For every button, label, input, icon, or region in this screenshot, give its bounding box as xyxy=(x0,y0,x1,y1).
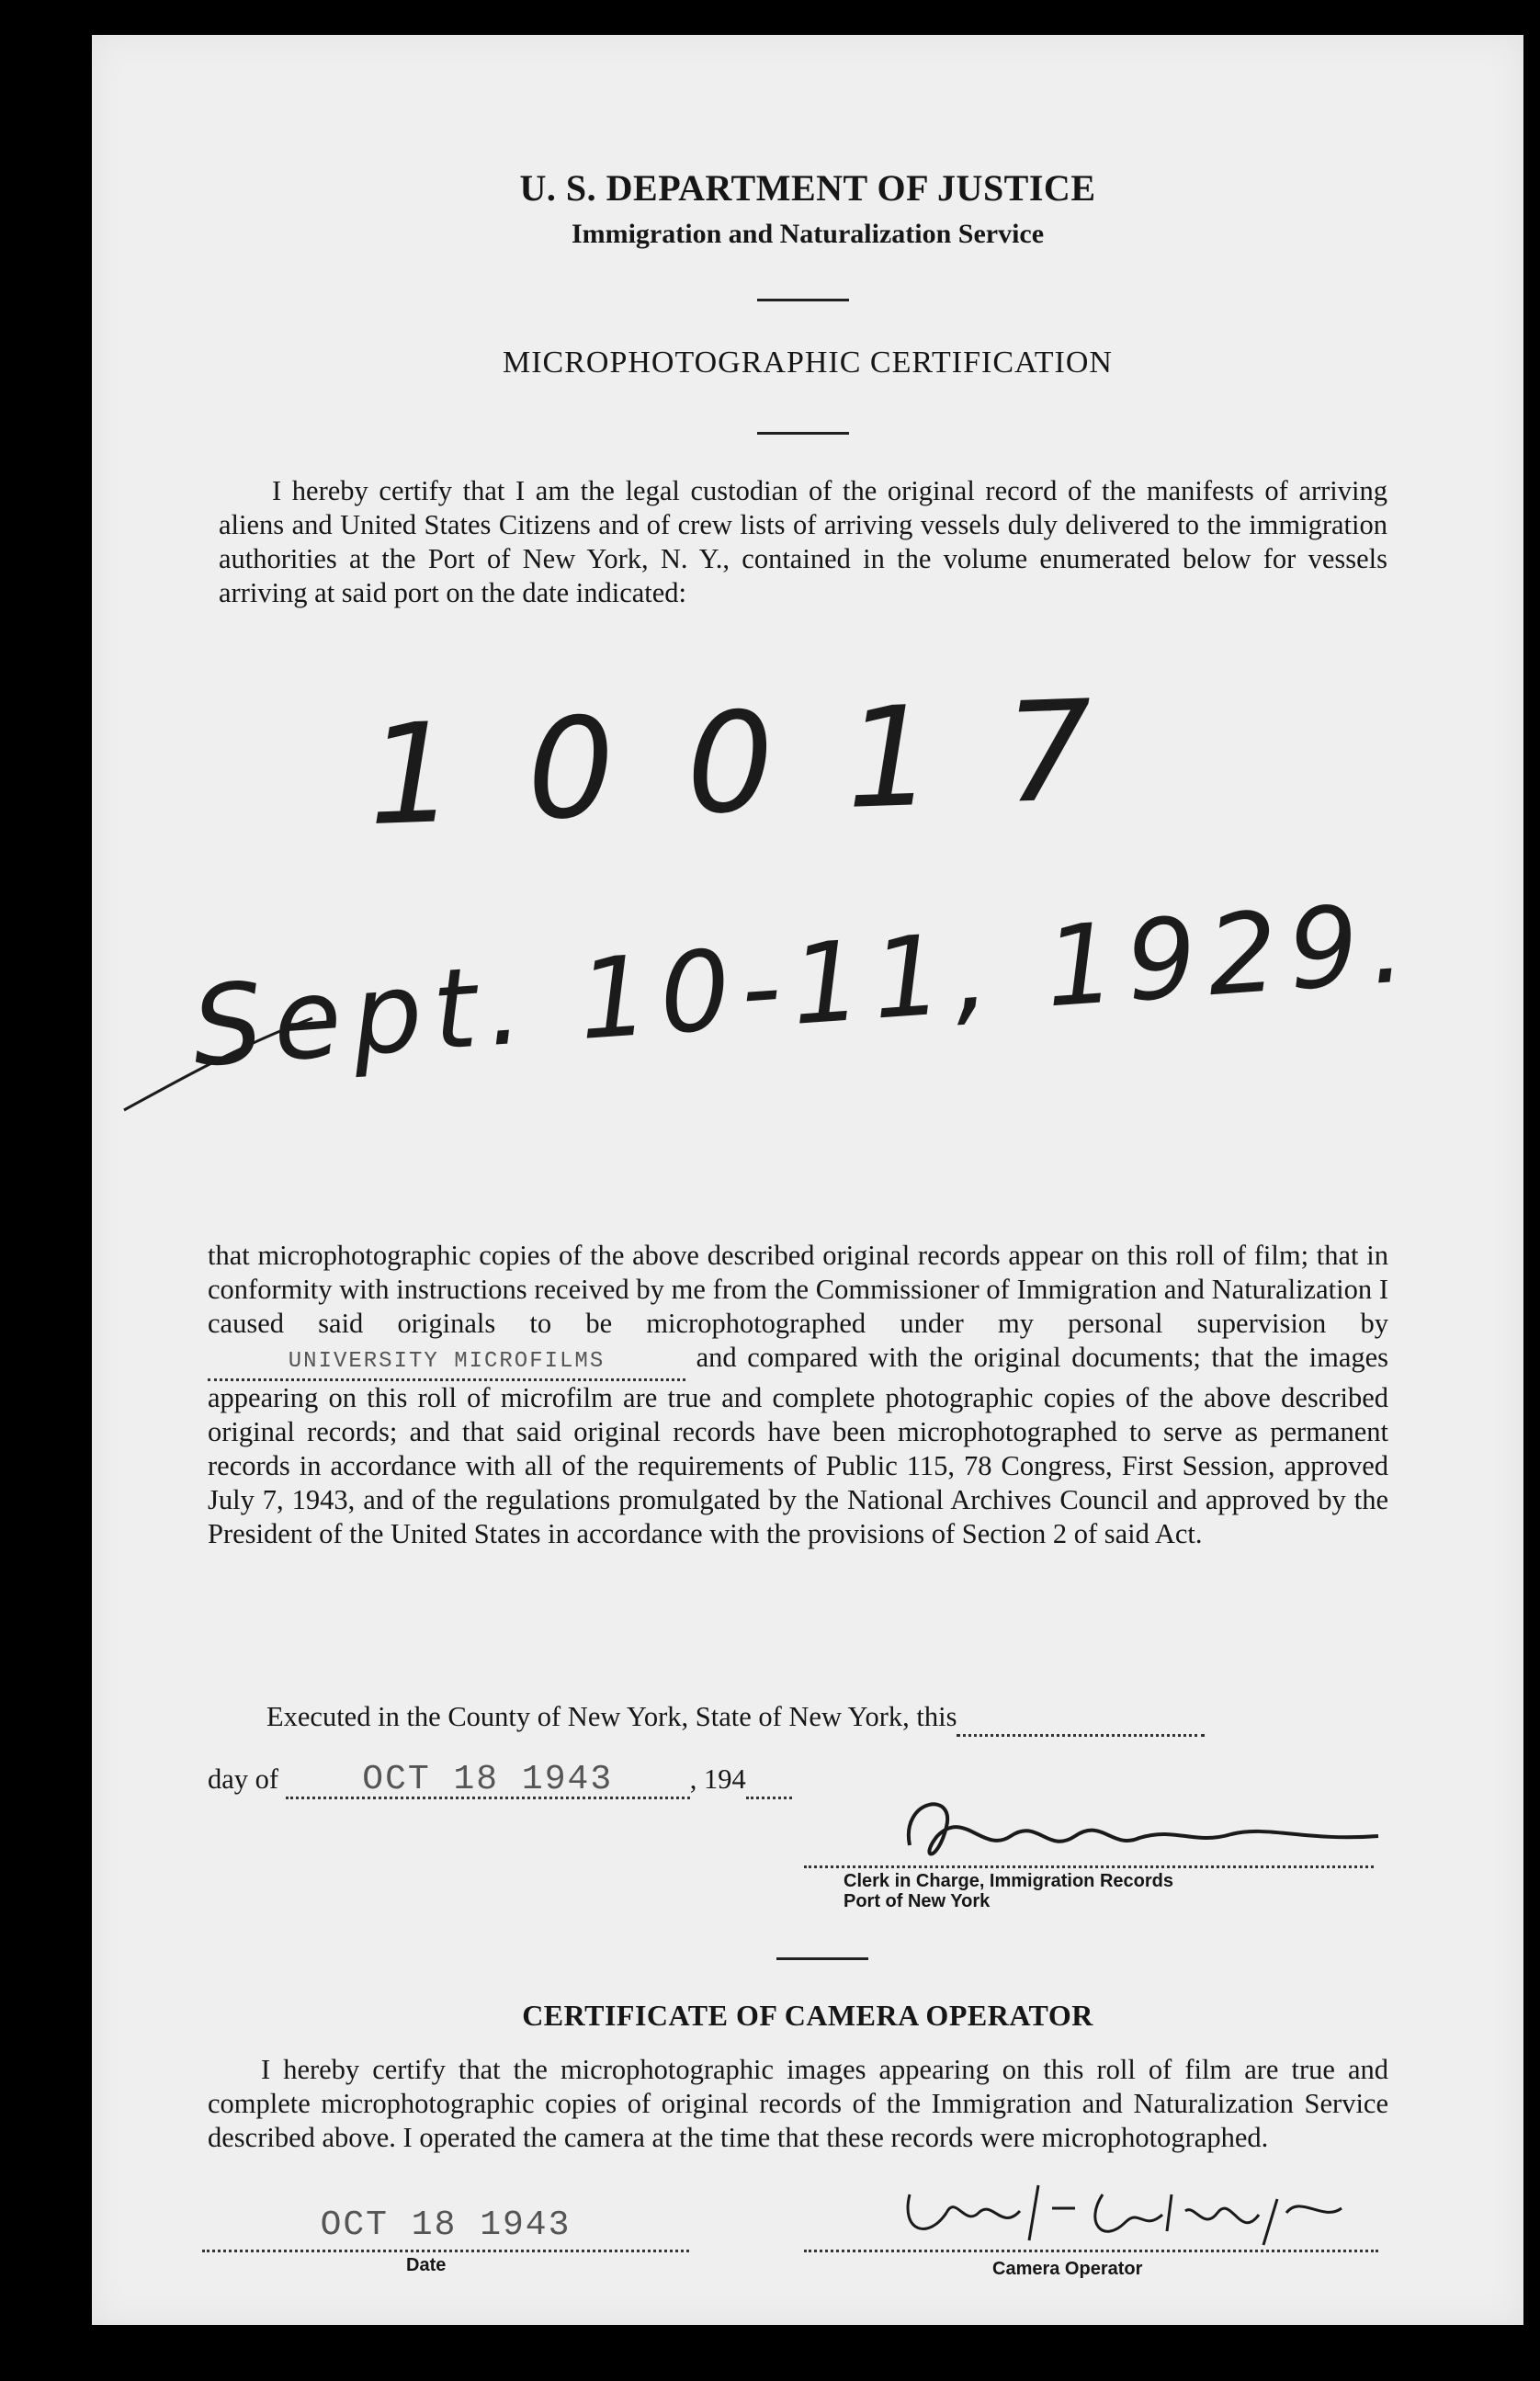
operator-signature xyxy=(891,2158,1369,2259)
operator-label: Camera Operator xyxy=(992,2259,1143,2279)
executed-line xyxy=(266,1700,1406,1737)
body-text-part1: that microphotographic copies of the above described original records appear on this roll of film; that in conformity with instructions received by me from the Commissioner of Immigration and Naturalization I caused said originals to be microphotographed under my personal supervision by xyxy=(208,1240,1388,1339)
certificate-page xyxy=(92,35,1523,2325)
supervisor-stamp: UNIVERSITY MICROFILMS xyxy=(288,1349,606,1374)
body-text-part2: and compared with the original documents; that the images appearing on this roll of microfilm are true and complete photographic copies of the above described original records; and that said original records have been microphotographed to serve as permanent records in accordance with all of the requirements of Public 115, 78 Congress, First Session, approved July 7, 1943, and of the regulations promulgated by the National Archives Council and approved by the President of the United States in accordance with the provisions of Section 2 of said Act. xyxy=(208,1342,1389,1549)
camera-operator-heading: CERTIFICATE OF CAMERA OPERATOR xyxy=(522,1999,1093,2032)
clerk-title: Clerk in Charge, Immigration Records xyxy=(844,1871,1173,1891)
handwritten-flourish xyxy=(119,1009,358,1119)
department-heading: U. S. DEPARTMENT OF JUSTICE xyxy=(519,167,1096,209)
certification-title: MICROPHOTOGRAPHIC CERTIFICATION xyxy=(502,346,1113,380)
camera-operator-paragraph: I hereby certify that the microphotographic images appearing on this roll of film are true and complete microphotographic copies of original records of the Immigration and Naturalization Service described above. I operated the camera at the time that these records were microphotographed. xyxy=(208,2054,1388,2153)
day-of-label: day of xyxy=(208,1763,279,1795)
clerk-signature xyxy=(882,1781,1397,1882)
body-paragraph xyxy=(208,1239,1388,1551)
year-field xyxy=(746,1763,792,1799)
executed-text: Executed in the County of New York, State of New York, this xyxy=(266,1701,957,1732)
divider-bottom xyxy=(776,1957,868,1960)
clerk-port: Port of New York xyxy=(844,1891,991,1911)
divider-middle xyxy=(757,432,849,435)
date-label: Date xyxy=(406,2255,447,2275)
operator-date-field xyxy=(202,2202,689,2252)
supervisor-field xyxy=(208,1341,685,1381)
year-prefix: , 194 xyxy=(689,1763,746,1795)
intro-paragraph: I hereby certify that I am the legal custodian of the original record of the manifests of arriving aliens and United States Citizens and of crew lists of arriving vessels duly delivered to the immigration authorities at the Port of New York, N. Y., contained in the volume enumerated below for vessels arriving at said port on the date indicated: xyxy=(219,475,1387,608)
executed-day-field xyxy=(957,1700,1205,1737)
handwritten-arrival-date: Sept. 10-11, 1929. xyxy=(187,879,1421,1093)
handwritten-volume-number: 10017 xyxy=(365,668,1167,857)
divider-top xyxy=(757,299,849,301)
operator-date-stamp: OCT 18 1943 xyxy=(320,2205,572,2245)
day-of-field xyxy=(286,1760,690,1799)
date-stamp: OCT 18 1943 xyxy=(362,1760,614,1799)
service-subheading: Immigration and Naturalization Service xyxy=(571,219,1045,249)
